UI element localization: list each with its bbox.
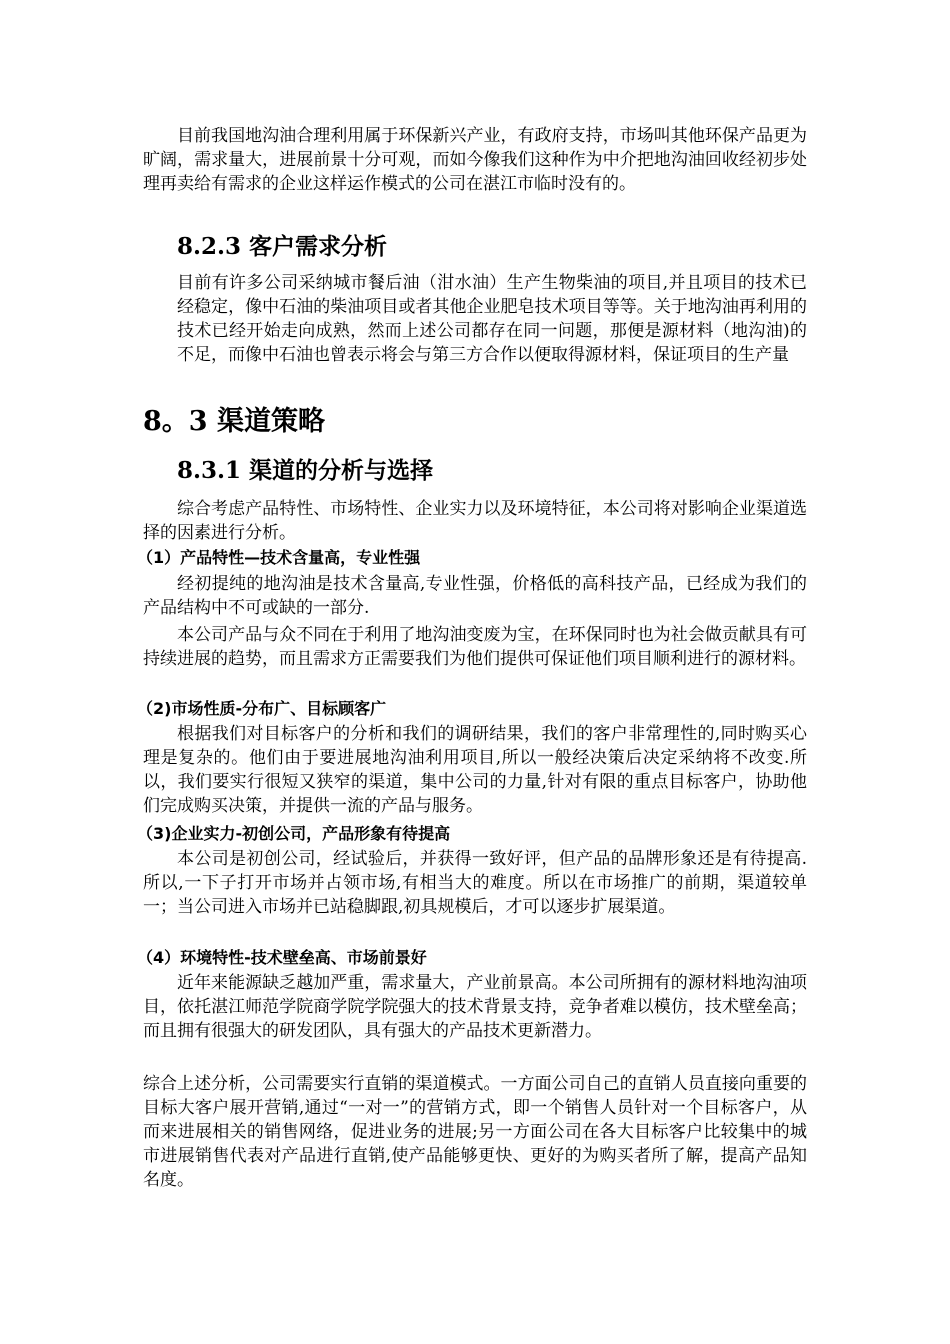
paragraph-product-unique: 本公司产品与众不同在于利用了地沟油变废为宝，在环保同时也为社会做贡献具有可持续进展的趋势，而且需求方正需要我们为他们提供可保证他们项目顺利进行的源材料。: [143, 625, 807, 669]
paragraph-product-traits: 经初提纯的地沟油是技术含量高,专业性强，价格低的高科技产品，已经成为我们的产品结构中不可或缺的一部分.: [143, 574, 807, 618]
subheading-product-traits: （1）产品特性—技术含量高，专业性强: [137, 548, 421, 567]
subheading-market-nature: （2)市场性质-分布广、目标顾客广: [137, 699, 387, 718]
paragraph-channel-intro: 综合考虑产品特性、市场特性、企业实力以及环境特征，本公司将对影响企业渠道选择的因素进行分析。: [143, 499, 807, 543]
paragraph-environment: 近年来能源缺乏越加严重，需求量大，产业前景高。本公司所拥有的源材料地沟油项目，依托湛江师范学院商学院学院强大的技术背景支持，竞争者难以模仿，技术壁垒高；而且拥有很强大的研发团队，具有强大的产品技术更新潜力。: [143, 973, 807, 1041]
heading-8-3-1: 8.3.1 渠道的分析与选择: [177, 457, 434, 484]
paragraph-market-outlook: 目前我国地沟油合理利用属于环保新兴产业，有政府支持，市场叫其他环保产品更为旷阔，需求量大，进展前景十分可观，而如今像我们这种作为中介把地沟油回收经初步处理再卖给有需求的企业这样运作模式的公司在湛江市临时没有的。: [143, 126, 807, 194]
paragraph-company-strength: 本公司是初创公司，经试验后，并获得一致好评，但产品的品牌形象还是有待提高.所以,一下子打开市场并占领市场,有相当大的难度。所以在市场推广的前期，渠道较单一；当公司进入市场并已站稳脚跟,初具规模后，才可以逐步扩展渠道。: [143, 849, 807, 917]
paragraph-market-nature: 根据我们对目标客户的分析和我们的调研结果，我们的客户非常理性的,同时购买心理是复杂的。他们由于要进展地沟油利用项目,所以一般经决策后决定采纳将不改变.所以，我们要实行很短又狭窄的渠道，集中公司的力量,针对有限的重点目标客户，协助他们完成购买决策，并提供一流的产品与服务。: [143, 724, 807, 816]
paragraph-conclusion: 综合上述分析，公司需要实行直销的渠道模式。一方面公司自己的直销人员直接向重要的目标大客户展开营销,通过“一对一”的营销方式，即一个销售人员针对一个目标客户，从而来进展相关的销售网络，促进业务的进展;另一方面公司在各大目标客户比较集中的城市进展销售代表对产品进行直销,使产品能够更快、更好的为购买者所了解，提高产品知名度。: [143, 1074, 807, 1190]
heading-8-2-3: 8.2.3 客户需求分析: [177, 233, 388, 260]
paragraph-customer-demand: 目前有许多公司采纳城市餐后油（泔水油）生产生物柴油的项目,并且项目的技术已经稳定，像中石油的柴油项目或者其他企业肥皂技术项目等等。关于地沟油再利用的技术已经开始走向成熟，然而上述公司都存在同一问题，那便是源材料（地沟油)的不足，而像中石油也曾表示将会与第三方合作以便取得源材料，保证项目的生产量: [177, 273, 807, 365]
subheading-environment: （4）环境特性-技术壁垒高、市场前景好: [137, 948, 427, 967]
heading-8-3: 8。3 渠道策略: [143, 406, 325, 437]
subheading-company-strength: （3)企业实力-初创公司，产品形象有待提高: [137, 824, 451, 843]
